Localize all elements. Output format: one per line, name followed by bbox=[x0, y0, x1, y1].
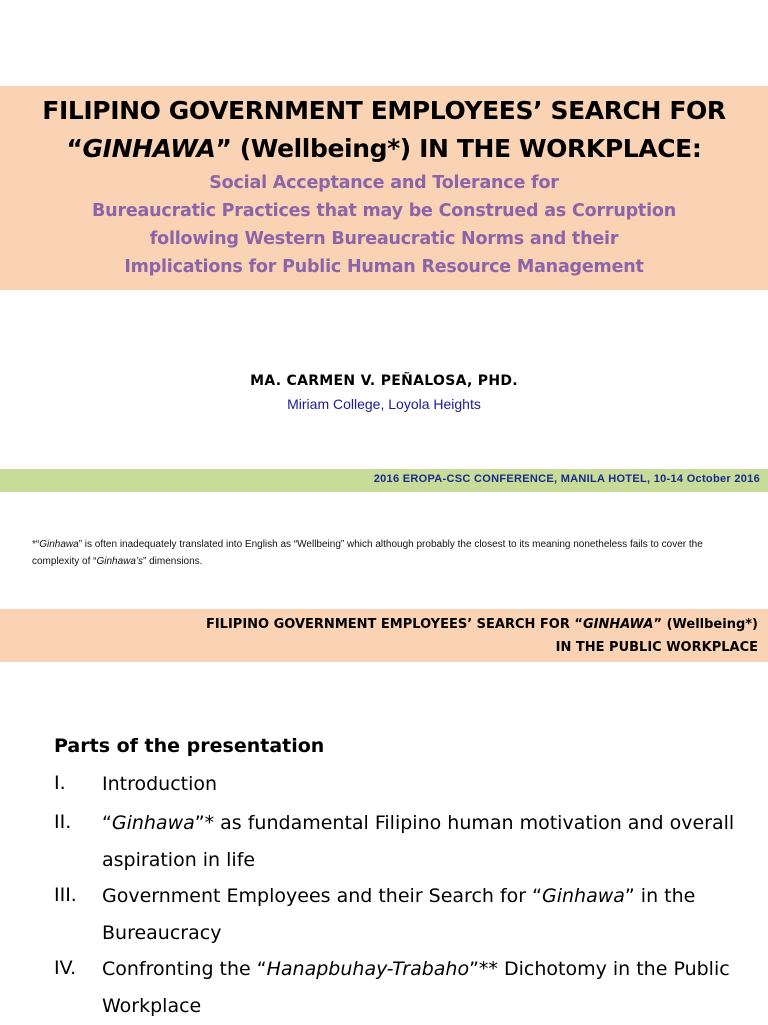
footnote bbox=[32, 536, 748, 570]
subtitle-line-1: Social Acceptance and Tolerance for bbox=[209, 173, 559, 193]
second-title-ginhawa: GINHAWA bbox=[582, 617, 654, 632]
list-item-rest: ”* as fundamental Filipino human motivation and overall aspiration in life bbox=[102, 812, 735, 871]
second-title-text-b: ” (Wellbeing*) bbox=[653, 617, 758, 632]
footnote-text-1: ” is often inadequately translated into English as “Wellbeing” which although probably the closest to its meaning nonetheless fails to cover the complexity of “ bbox=[32, 539, 703, 567]
conference-text: 2016 EROPA-CSC CONFERENCE, MANILA HOTEL, 10-14 October 2016 bbox=[373, 473, 760, 485]
second-title-line-1 bbox=[206, 617, 758, 632]
list-item-text bbox=[102, 951, 742, 1025]
list-item-italic: Ginhawa bbox=[542, 885, 625, 907]
author-name: MA. CARMEN V. PEÑALOSA, PHD. bbox=[250, 373, 518, 389]
footnote-ginhawas: Ginhawa’s bbox=[96, 556, 143, 567]
list-item-text: Introduction bbox=[102, 773, 218, 795]
subtitle-line-2: Bureaucratic Practices that may be Construed as Corruption bbox=[92, 201, 676, 221]
list-item-pre: Confronting the “ bbox=[102, 958, 267, 980]
second-title-line-2: IN THE PUBLIC WORKPLACE bbox=[555, 640, 758, 655]
title-banner bbox=[0, 86, 768, 290]
list-item-number: II. bbox=[54, 811, 72, 833]
footnote-text-2: ” dimensions. bbox=[142, 556, 203, 567]
list-item-rest: ” in the Bureaucracy bbox=[102, 885, 696, 944]
footnote-ginhawa: Ginhawa bbox=[39, 539, 79, 550]
second-title-banner bbox=[0, 609, 768, 662]
title-ginhawa: GINHAWA bbox=[82, 134, 216, 163]
main-title-line-2 bbox=[0, 134, 768, 163]
subtitle-line-3: following Western Bureaucratic Norms and their bbox=[149, 229, 619, 249]
list-item-text bbox=[102, 878, 742, 952]
footnote-mark: *“ bbox=[32, 539, 40, 550]
list-item-quote: “ bbox=[102, 812, 112, 834]
subtitle-line-4: Implications for Public Human Resource Management bbox=[124, 257, 644, 277]
list-item-italic: Ginhawa bbox=[111, 812, 195, 834]
list-item-italic: Hanapbuhay-Trabaho bbox=[266, 958, 470, 980]
list-item-text bbox=[102, 805, 742, 879]
second-title-text-a: FILIPINO GOVERNMENT EMPLOYEES’ SEARCH FOR “ bbox=[205, 617, 583, 632]
title-line-2-rest: ” (Wellbeing*) IN THE WORKPLACE: bbox=[215, 134, 702, 163]
parts-heading: Parts of the presentation bbox=[54, 735, 325, 757]
list-item-pre: Government Employees and their Search for “ bbox=[102, 885, 542, 907]
list-item-rest: ”** Dichotomy in the Public Workplace bbox=[102, 958, 730, 1017]
main-title-line-1: FILIPINO GOVERNMENT EMPLOYEES’ SEARCH FOR bbox=[42, 96, 726, 125]
list-item-number: IV. bbox=[54, 957, 77, 979]
author-affiliation: Miriam College, Loyola Heights bbox=[287, 396, 481, 412]
title-quote: “ bbox=[66, 134, 83, 163]
conference-bar bbox=[0, 469, 768, 492]
list-item-number: III. bbox=[54, 884, 77, 906]
list-item-number: I. bbox=[54, 772, 66, 794]
